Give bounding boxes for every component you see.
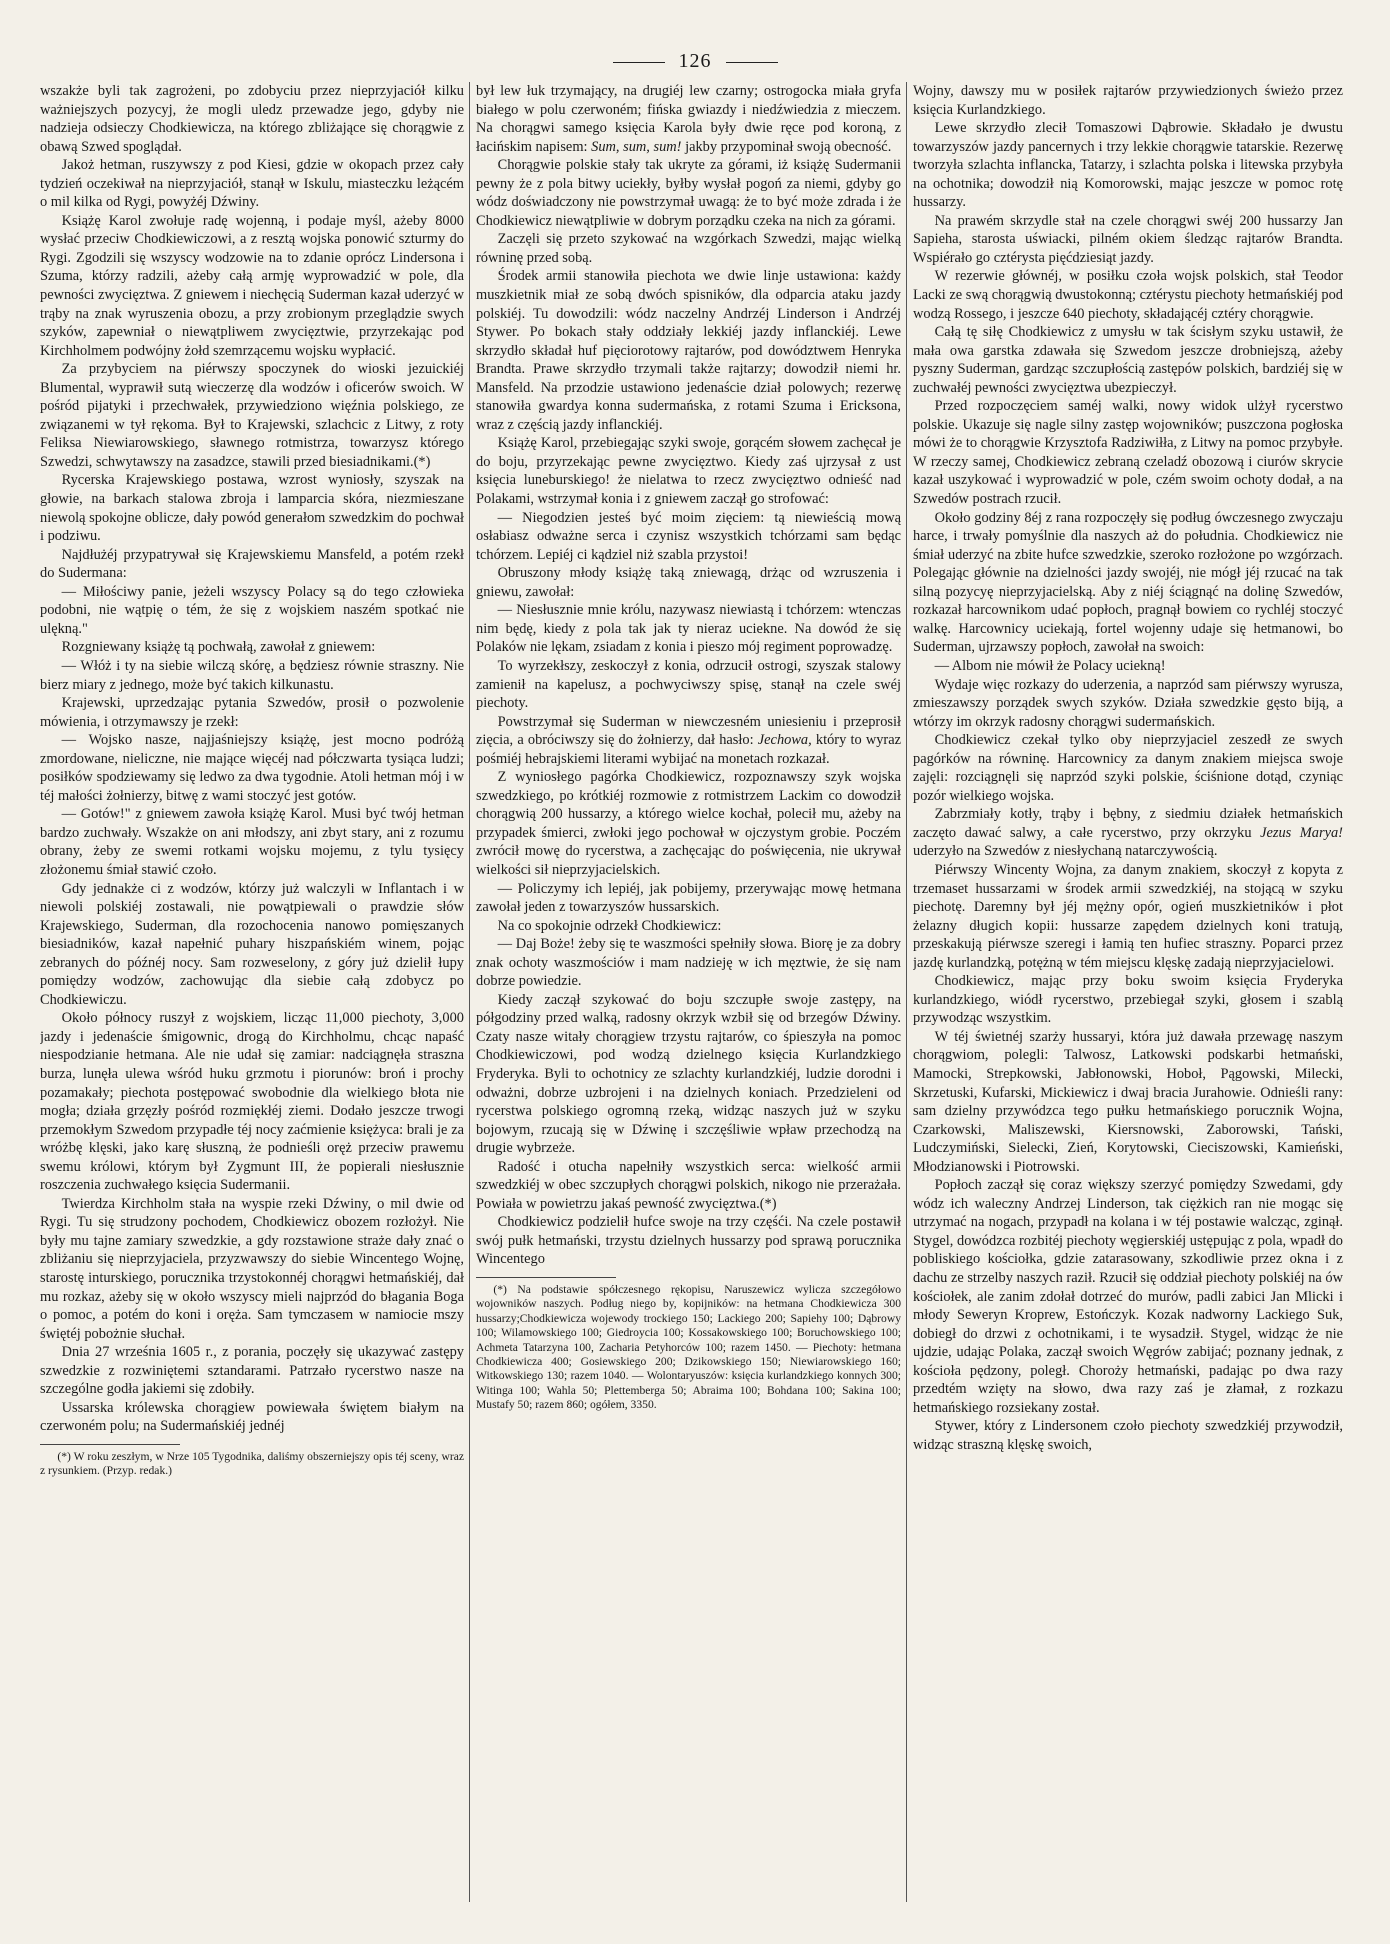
- paragraph: Krajewski, uprzedzając pytania Szwedów, prosił o pozwolenie mówienia, i otrzymawszy je rzekł:: [40, 695, 464, 730]
- paragraph: Rozgniewany książę tą pochwałą, zawołał z gniewem:: [61, 639, 376, 656]
- dialogue-line: — Wojsko nasze, najjaśniejszy książę, jest mocno podróżą zmordowane, nieliczne, nie mające więcéj nad półczwarta tysiąca ludzi; posiłków spodziewamy się ledwo za dwa tygodnie. Atoli hetman mój i w téj małości żołnierzy, bitwę z wami stoczyć jest gotów.: [40, 732, 464, 804]
- dialogue-line: — Daj Boże! żeby się te waszmości spełniły słowa. Biorę je za dobry znak ochoty waszmościów i mam nadzieję w ich męztwie, że się nam dobrze powiedzie.: [476, 936, 901, 990]
- column-rule: [906, 82, 907, 1902]
- dialogue-line: — Policzymy ich lepiéj, jak pobijemy, przerywając mowę hetmana zawołał jeden z towarzyszów hussarskich.: [476, 880, 901, 916]
- motto: Sum, sum, sum!: [591, 138, 682, 155]
- page-number: 126: [0, 50, 1390, 73]
- paragraph: Piérwszy Wincenty Wojna, za danym znakiem, skoczył z kopyta z trzemaset hussarzami w środek armii szwedzkiéj, na stojącą w szyku piechotę. Daremny był jéj mężny opór, ogień muszkietników i płot żelazny długich kopii: hussarze zapędem dzielnych koni tratują, przeskakują piérwsze szeregi i łamią ten hufiec straszny. Poparci przez jazdę kurlandzką, potężną w tém miejscu klęskę zadają nieprzyjacielowi.: [913, 861, 1343, 971]
- paragraph: To wyrzekłszy, zeskoczył z konia, odrzucił ostrogi, szyszak stalowy zamienił na kapelusz, a pochwyciwszy spisę, stanął na czele swéj piechoty.: [476, 657, 901, 712]
- dialogue-line: — Włóż i ty na siebie wilczą skórę, a będziesz równie straszny. Nie bierz miary z jednego, może być takich kilkunastu.: [40, 657, 464, 693]
- paragraph: Środek armii stanowiła piechota we dwie linje ustawiona: każdy muszkietnik miał ze sobą dwóch spisników, dla odparcia ataku jazdy polskiéj. Tu dowodzili: wódz naczelny Andrzéj Linderson i Andrzéj Stywer. Po bokach stały oddziały lekkiéj jazdy inflanckiéj. Lewe skrzydło składał huf pięciorotowy rajtarów, pod dowództwem Henryka Brandta. Prawe skrzydło trzymali także rajtarzy; dowodził niemi hr. Mansfeld. Na przodzie ustawiono jedenaście dział polowych; rezerwę stanowiła gwardya konna sudermańska, z rotami Szuma i Ericksona, wraz z częścią jazdy inflanckiéj.: [476, 268, 901, 433]
- dialogue-line: — Albom nie mówił że Polacy uciekną!: [934, 657, 1166, 674]
- paragraph: Rycerska Krajewskiego postawa, wzrost wyniosły, szyszak na głowie, na barkach stalowa zbroja i lamparcia skóra, niezmieszane niewolą spokojne oblicze, dały powód generałom szwedzkim do pochwał i podziwu.: [40, 472, 464, 545]
- paragraph: Najdłużéj przypatrywał się Krajewskiemu Mansfeld, a potém rzekł do Sudermana:: [40, 546, 464, 582]
- footnote-rule: [476, 1277, 616, 1278]
- paragraph: Książę Karol zwołuje radę wojenną, i podaje myśl, ażeby 8000 wysłać przeciw Chodkiewiczowi, a z resztą wojska ponowić szturmy do Rygi. Zgodzili się wszyscy wodzowie na to zdanie oprócz Lindersona i Szuma, którzy radzili, ażeby całą armję wyprowadzić w pole, dla pewności zwycięztwa. Z gniewem i niechęcią Suderman kazał uderzyć w trąby na znak wyruszenia obozu, a przy zrobionym przeglądzie swych szyków, zapewniał o niewątpliwem zwycięztwie, przyrzekając pod Kirchholmem podwójny żołd szemrzącemu wojsku wypłacić.: [40, 212, 464, 359]
- paragraph: Dnia 27 września 1605 r., z porania, poczęły się ukazywać zastępy szwedzkie z rozwiniętemi sztandarami. Patrzało rycerstwo nasze na szczególne godła jakiemi się zdobiły.: [40, 1344, 464, 1398]
- password-word: Jechowa,: [757, 732, 812, 749]
- paragraph: Za przybyciem na piérwszy spoczynek do wioski jezuickiéj Blumental, wyprawił sutą wieczerzę dla wodzów i oficerów swoich. W pośród pijatyki i przechwałek, przywiedziono więźnia polskiego, ze związanemi w tył rękoma. Był to Krajewski, szlachcic z Litwy, z roty Feliksa Niewiarowskiego, sławnego rotmistrza, towarzysz którego Szwedzi, schwytawszy na zasadzce, stawili przed biesiadnikami.(*): [40, 361, 464, 470]
- paragraph: Lewe skrzydło zlecił Tomaszowi Dąbrowie. Składało je dwustu towarzyszów jazdy pancernych i trzy lekkie chorągwie tatarskie. Rezerwę tworzyła szlachta inflancka, Tatarzy, i szlachta polska i litewska przybyła na ochotnika; dowodził nią Komorowski, mając jeszcze w pomoc rotę hussarzy.: [913, 120, 1343, 211]
- paragraph: Powstrzymał się Suderman w niewczesném uniesieniu i przeprosił zięcia, a obróciwszy się do żołnierzy, dał hasło: Jechowa, który to wyraz pośmiéj hebrajskiemi literami wybijać na monetach rozkazał.: [476, 713, 901, 767]
- paragraph: Chodkiewicz, mając przy boku swoim księcia Fryderyka kurlandzkiego, wiódł rycerstwo, przebiegał szyki, głosem i szablą przywodząc wszystkim.: [913, 973, 1343, 1027]
- paragraph: Przed rozpoczęciem saméj walki, nowy widok ulżył rycerstwo polskie. Ukazuje się nagle silny zastęp wojowników; puszczona pogłoska mówi że to chorągwie Krzysztofa Radziwiłła, z Litwy na pomoc przybyłe. W rzeczy samej, Chodkiewicz zebraną czeladź obozową i ciurów skrycie kazał uszykować i wyprowadzić w pole, czém swoim ochoty dodał, a na Szwedów postrach rzucił.: [913, 398, 1343, 508]
- paragraph: Wydaje więc rozkazy do uderzenia, a naprzód sam piérwszy wyrusza, zmieszawszy porządek swych szyków. Działa szwedzkie gęsto biją, a wtórzy im okrzyk radosny chorągwi sudermańskich.: [913, 676, 1343, 730]
- paragraph: wszakże byli tak zagrożeni, po zdobyciu przez nieprzyjaciół kilku ważniejszych pozycyj, że mogli uledz przewadze jego, gdyby nie nadzieja odsieczy Chodkiewicza, na którego zbliżające się chorągwie z obawą Szwed spoglądał.: [40, 83, 464, 155]
- paragraph: Popłoch zaczął się coraz większy szerzyć pomiędzy Szwedami, gdy wódz ich waleczny Andrzej Linderson, tak ciężkich ran nie mogąc się utrzymać na nogach, przypadł na kolana i w téj postawie walcząc, zginął. Stygel, dowódzca rozbitéj piechoty węgierskiéj ustępując z pola, wpadł do pobliskiego kościołka, gdzie zatarasowany, szkodliwie przez okna i z dachu ze strzelby naszych raził. Rzucił się oddział piechoty polskiéj na ów kościołek, ale zanim zdołał dotrzeć do murów, padli zabici Jan Mlicki i młody Seweryn Kroprew, Estończyk. Kozak nadworny Lackiego Suk, dobiegł do drzwi z ochotnikami, i te wysadził. Stygel, widząc że nie ujdzie, udając Polaka, zaczął swoich Węgrów zabijać; poznany jednak, z kościoła pędzony, poległ. Choroży hetmański, padając po dwa razy przedtém wzięty na słowo, dwa razy zaś je złamał, z rozkazu hetmańskiego rozsiekany został.: [913, 1177, 1343, 1416]
- paragraph: W rezerwie głównéj, w posiłku czoła wojsk polskich, stał Teodor Lacki ze swą chorągwią dwustokonną; cztérystu piechoty hetmańskiéj pod wodzą Rossego, i jeszcze 640 piechoty, składającéj cztéry chorągwie.: [913, 268, 1343, 322]
- paragraph: Zabrzmiały kotły, trąby i bębny, z siedmiu działek hetmańskich zaczęto dawać salwy, a całe rycerstwo, przy okrzyku Jezus Marya! uderzyło na Szwedów z niesłychaną natarczywością.: [913, 806, 1343, 860]
- footnote-text: (*) Na podstawie spółczesnego rękopisu, Naruszewicz wylicza szczegółowo wojowników naszych. Podług niego by, kopijników: na hetmana Chodkiewicza 300 hussarzy;Chodkiewicza wojewody trockiego 150; Lackiego 200; Sapiehy 100; Dąbrowy 100; Wilamowskiego 100; Giedroycia 100; Kossakowskiego 100; Boruchowskiego 100; Achmeta Tatarzyna 100, Zacharia Petyhorców 100; razem 1450. — Piechoty: hetmana Chodkiewicza 400; Gosiewskiego 200; Dzikowskiego 150; Niewiarowskiego 160; Witkowskiego 130; razem 1040. — Wolontaryuszów: księcia kurlandzkiego konnych 300; Witinga 100; Wahla 50; Plettemberga 50; Abraima 100; Bohdana 100; Sakina 100; Mustafy 50; razem 860; ogółem, 3350.: [476, 1283, 901, 1412]
- text-column-1: [40, 82, 464, 1902]
- paragraph: Wojny, dawszy mu w posiłek rajtarów przywiedzionych świeżo przez księcia Kurlandzkiego.: [913, 83, 1343, 118]
- paragraph: Około godziny 8éj z rana rozpoczęły się podług ówczesnego zwyczaju harce, i trwały pomyślnie dla naszych aż do południa. Chodkiewicz nie śmiał uderzyć na zbite hufce szwedzkie, szeroko rozłożone po wzgórzach. Polegając głównie na dzielności jazdy swojéj, nie mógł jéj rzucać na tak silną pozycyę nieprzyjacielską. Aby z niéj ściągnąć na dolinę Szwedów, rozkazał harcownikom udać popłoch, pragnął bowiem co rychléj stoczyć walkę. Harcownicy uciekają, fortel wojenny udaje się hetmanowi, bo Suderman, ujrzawszy popłoch, zawołał na swoich:: [913, 509, 1343, 656]
- paragraph: Chorągwie polskie stały tak ukryte za górami, iż książę Sudermanii pewny że z pola bitwy uciekły, byłby wysłał pogoń za niemi, gdyby go wódz doświadczony nie powstrzymał uwagą: że to być może zdrada i że Chodkiewicz niewątpliwie w dobrym porządku czeka na nich za górami.: [476, 157, 901, 229]
- footnote: [476, 1283, 901, 1413]
- paragraph: Jakoż hetman, ruszywszy z pod Kiesi, gdzie w okopach przez cały tydzień oczekiwał na nieprzyjaciół, stanął w Iskulu, miasteczku leżącém o mil kilka od Rygi, powyżéj Dźwiny.: [40, 157, 464, 211]
- footnote: [40, 1450, 464, 1479]
- text-column-3: [913, 82, 1343, 1902]
- paragraph: Obruszony młody książę taką zniewagą, drżąc od wzruszenia i gniewu, zawołał:: [476, 565, 901, 600]
- paragraph: Książę Karol, przebiegając szyki swoje, gorącém słowem zachęcał je do boju, przyrzekając pewne zwycięztwo. Kiedy zaś ujrzysał z ust księcia luneburskiego! że nielatwa to rzecz zwycięztwo odnieść nad Polakami, wstrzymał konia i z gniewem zaczął go strofować:: [476, 435, 901, 508]
- paragraph: Chodkiewicz czekał tylko oby nieprzyjaciel zeszedł ze swych pagórków na równinę. Harcownicy za danym znakiem miejsca swoje zajęli: rozciągnęli się naprzód szyki polskie, ściśnione dotąd, czyniąc pozór wielkiego wojska.: [913, 732, 1343, 804]
- paragraph: Na prawém skrzydle stał na czele chorągwi swéj 200 hussarzy Jan Sapieha, starosta uświacki, pilném okiem śledząc rajtarów Brandta. Wspiérało go cztérysta pięćdziesiąt jazdy.: [913, 212, 1343, 266]
- dialogue-line: — Miłościwy panie, jeżeli wszyscy Polacy są do tego człowieka podobni, nie wątpię o tém, że się z wojskiem naszém spotkać nie ulękną.": [40, 583, 464, 637]
- paragraph: Około północy ruszył z wojskiem, licząc 11,000 piechoty, 3,000 jazdy i jedenaście śmigownic, drogą do Kirchholmu, chcąc napaść niespodzianie hetmana. Ale nie udał się zamiar: nadciągnęła straszna burza, lunęła ulewa wśród huku grzmotu i piorunów: broń i prochy pozamakały; piechota postępować swobodnie dla wielkiego błota nie mogła; działa grzęzły pośród rozmiękłéj ziemi. Dodało jeszcze trwogi przemokłym Szwedom przypadłe téj nocy zaćmienie księżyca: brali je za wróżbę klęski, jako karę słuszną, że podnieśli oręż przeciw prawemu swemu królowi, którym był Zygmunt III, że popierali niesłusznie roszczenia zuchwałego księcia Sudermanii.: [40, 1010, 464, 1194]
- footnote-text: (*) W roku zeszłym, w Nrze 105 Tygodnika, daliśmy obszerniejszy opis téj sceny, wraz z rysunkiem. (Przyp. redak.): [40, 1449, 464, 1478]
- paragraph: Twierdza Kirchholm stała na wyspie rzeki Dźwiny, o mil dwie od Rygi. Tu się strudzony pochodem, Chodkiewicz obozem rozłożył. Nie były mu tajne zamiary szwedzkie, a gdy rozstawione straże dały znać o zbliżaniu się nieprzyjaciela, przyzwawszy do siebie Wincentego Wojnę, starostę inturskiego, porucznika trzystokonnéj chorągwi hetmańskiéj, dał mu rozkaz, ażeby się w około wszyscy mieli najprzód do błagania Boga o pomoc, a potém do koni i oręża. Sam tymczasem w namiocie mszy świętéj pobożnie słuchał.: [40, 1195, 464, 1342]
- paragraph: Gdy jednakże ci z wodzów, którzy już walczyli w Inflantach i w niewoli polskiéj zostawali, nie powątpiewali o prawdzie słów Krajewskiego, Suderman, dla rozochocenia nanowo pomięszanych biesiadników, kazał napełnić puhary hiszpańskiém winem, pojąc zebranych do późnéj nocy. Sam rozweselony, z góry już dzielił łupy pomiędzy wodzów, zachowując dla siebie całą zdobycz po Chodkiewiczu.: [40, 880, 464, 1008]
- battle-cry: Jezus Marya!: [1260, 824, 1343, 841]
- paragraph: Ussarska królewska chorągiew powiewała świętem białym na czerwoném polu; na Sudermańskiéj jednéj: [40, 1399, 464, 1435]
- paragraph: był lew łuk trzymający, na drugiéj lew czarny; ostrogocka miała gryfa białego w polu czerwoném; fińska gwiazdy i niedźwiedzia z mieczem. Na chorągwi samego księcia Karola były dwie ręce pod koroną, z łacińskim napisem: Sum, sum, sum! jakby przypominał swoją obecność.: [476, 83, 901, 155]
- text-column-2: [476, 82, 901, 1902]
- dialogue-line: — Gotów!" z gniewem zawoła książę Karol. Musi być twój hetman bardzo zuchwały. Wszakże on ani młodszy, ani zbyt stary, ani z rozumu obrany, żeby ze swemi rotkami wojsku mojemu, z tylu tysięcy złożonemu śmiał stawić czoło.: [40, 806, 464, 878]
- paragraph: W téj świetnéj szarży hussaryi, która już dawała przewagę naszym chorągwiom, polegli: Talwosz, Latkowski podskarbi hetmański, Mamocki, Strepkowski, Jabłonowski, Hoboł, Pągowski, Milecki, Skrzetuski, Kufarski, Mickiewicz i dwaj bracia Jurahowie. Odnieśli rany: sam dzielny przywódzca tego pułku hetmańskiego porucznik Wojna, Czarkowski, Maliszewski, Kiersnowski, Zaborowski, Tański, Ludczymiński, Sielecki, Zień, Korytowski, Cieciszowski, Kamieński, Młodzianowski i Piotrowski.: [913, 1028, 1343, 1175]
- paragraph: Z wyniosłego pagórka Chodkiewicz, rozpoznawszy szyk wojska szwedzkiego, po krótkiéj rozmowie z rotmistrzem Lackim co dowodził chorągwią 200 hussarzy, a którego wielce kochał, polecił mu, ażeby na przypadek śmierci, zwłoki jego pochował w ojczystym grobie. Poczém zwrócił mowę do rycerstwa, a zachęcając do poświęcenia, nie ukrywał wielkości sił nieprzyjacielskich.: [476, 769, 901, 878]
- paragraph: Stywer, który z Lindersonem czoło piechoty szwedzkiéj przywodził, widząc straszną klęskę swoich,: [913, 1418, 1343, 1453]
- paragraph: Na co spokojnie odrzekł Chodkiewicz:: [497, 917, 722, 934]
- paragraph: Kiedy zaczął szykować do boju szczupłe swoje zastępy, na półgodziny przed walką, radosny okrzyk wzbił się od brzegów Dźwiny. Czaty nasze witały chorągiew trzystu rajtarów, co śpieszyła na pomoc Chodkiewiczowi, pod wodzą dzielnego księcia Kurlandzkiego Fryderyka. Byli to ochotnicy ze szlachty kurlandzkiéj, ludzie dorodni i odważni, dobrze uzbrojeni i na dzielnych koniach. Przedzieleni od rycerstwa polskiego ogromną rzeką, widząc naszych już w szyku bojowym, rzucają się w Dźwinę i szczęśliwie wpław przechodzą na drugie wybrzeże.: [476, 991, 901, 1157]
- footnote-rule: [40, 1444, 180, 1445]
- paragraph: Zaczęli się przeto szykować na wzgórkach Szwedzi, mając wielką równinę przed sobą.: [476, 231, 901, 266]
- column-rule: [469, 82, 470, 1902]
- paragraph: Całą tę siłę Chodkiewicz z umysłu w tak ścisłym szyku ustawił, że mała owa garstka zdawała się Szwedom jeszcze drobniejszą, ażeby pyszny Suderman, gardząc szczupłością zastępów polskich, bardziéj się w zuchwałéj pewności zwycięztwa ubezpieczył.: [913, 324, 1343, 396]
- dialogue-line: — Niesłusznie mnie królu, nazywasz niewiastą i tchórzem: wtenczas nim będę, kiedy z pola tak jak ty nieraz uciekne. Na dowód że się Polaków nie lękam, zsiadam z konia i pieszo mój regiment poprowadzę.: [476, 602, 901, 656]
- paragraph: Radość i otucha napełniły wszystkich serca: wielkość armii szwedzkiéj w obec szczupłych chorągwi polskich, nikogo nie przerażała. Powiała w powietrzu jakaś pewność zwycięztwa.(*): [476, 1158, 901, 1212]
- dialogue-line: — Niegodzien jesteś być moim zięciem: tą niewieścią mową osłabiasz odważne serca i czynisz wszystkich tchórzami sam będąc tchórzem. Lepiéj ci kądziel niż szabla przystoi!: [476, 509, 901, 563]
- paragraph: Chodkiewicz podzielił hufce swoje na trzy częśći. Na czele postawił swój pułk hetmański, trzystu dzielnych hussarzy pod sprawą porucznika Wincentego: [476, 1214, 901, 1268]
